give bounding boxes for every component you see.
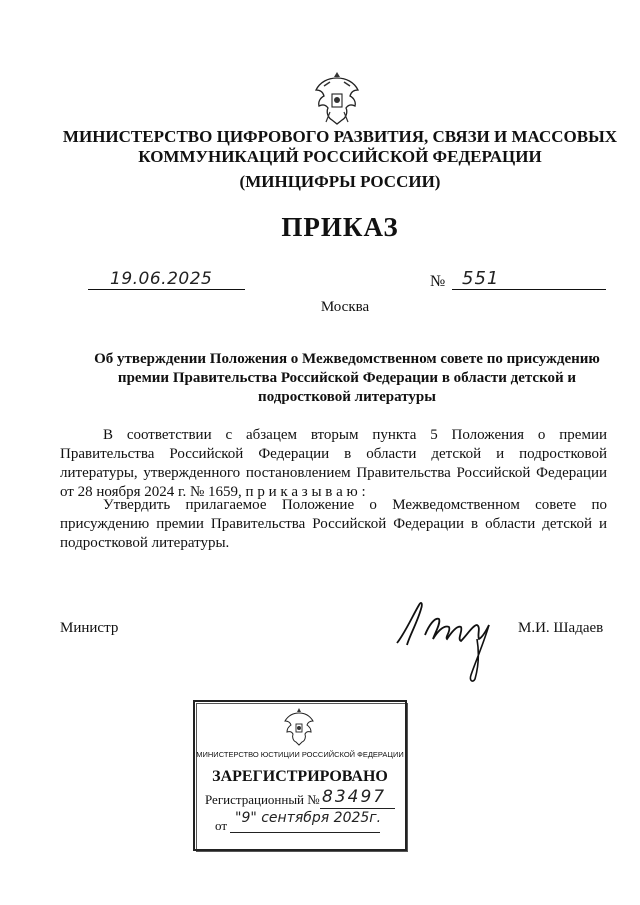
number-label: № [430,273,446,290]
order-number: 551 [462,268,500,289]
document-type: ПРИКАЗ [281,212,399,242]
date-underline [88,289,245,290]
ministry-name-line2: КОММУНИКАЦИЙ РОССИЙСКОЙ ФЕДЕРАЦИИ [138,147,542,166]
ministry-short-name: (МИНЦИФРЫ РОССИИ) [239,172,441,191]
coat-of-arms-icon [310,68,364,128]
body-paragraph-1: В соответствии с абзацем вторым пункта 5 Положения о премии Правительства Российской Федерации в области детской и подростковой литературы, утвержденного постановлением Правительства Российской Федерации от 28 ноября 2024 г. № 1659, п р и к а з ы в а ю : [60,427,607,500]
body-paragraph-2: Утвердить прилагаемое Положение о Межведомственном совете по присуждению премии Правительства Российской Федерации в области детской и подростковой литературы. [60,497,607,551]
ministry-name-line1: МИНИСТЕРСТВО ЦИФРОВОГО РАЗВИТИЯ, СВЯЗИ И МАССОВЫХ [62,127,618,146]
handwritten-signature [395,595,515,685]
signer-name: М.И. Шадаев [518,620,604,636]
stamp-status: ЗАРЕГИСТРИРОВАНО [212,768,388,785]
city: Москва [320,299,370,315]
stamp-date: "9" сентября 2025г. [235,810,382,826]
stamp-number-underline [320,808,395,809]
stamp-coat-of-arms-icon [281,706,317,748]
order-subject: Об утверждении Положения о Межведомственном совете по присуждению премии Правительства Российской Федерации в области детской и подростковой литературы [94,351,600,405]
stamp-ministry: МИНИСТЕРСТВО ЮСТИЦИИ РОССИЙСКОЙ ФЕДЕРАЦИИ [196,750,404,759]
stamp-date-underline [230,832,380,833]
stamp-date-label: от [215,818,228,833]
order-date: 19.06.2025 [110,269,213,289]
number-underline [452,289,606,290]
signer-position: Министр [60,620,119,636]
stamp-number: 83497 [322,787,387,807]
stamp-number-label: Регистрационный № [205,792,320,807]
